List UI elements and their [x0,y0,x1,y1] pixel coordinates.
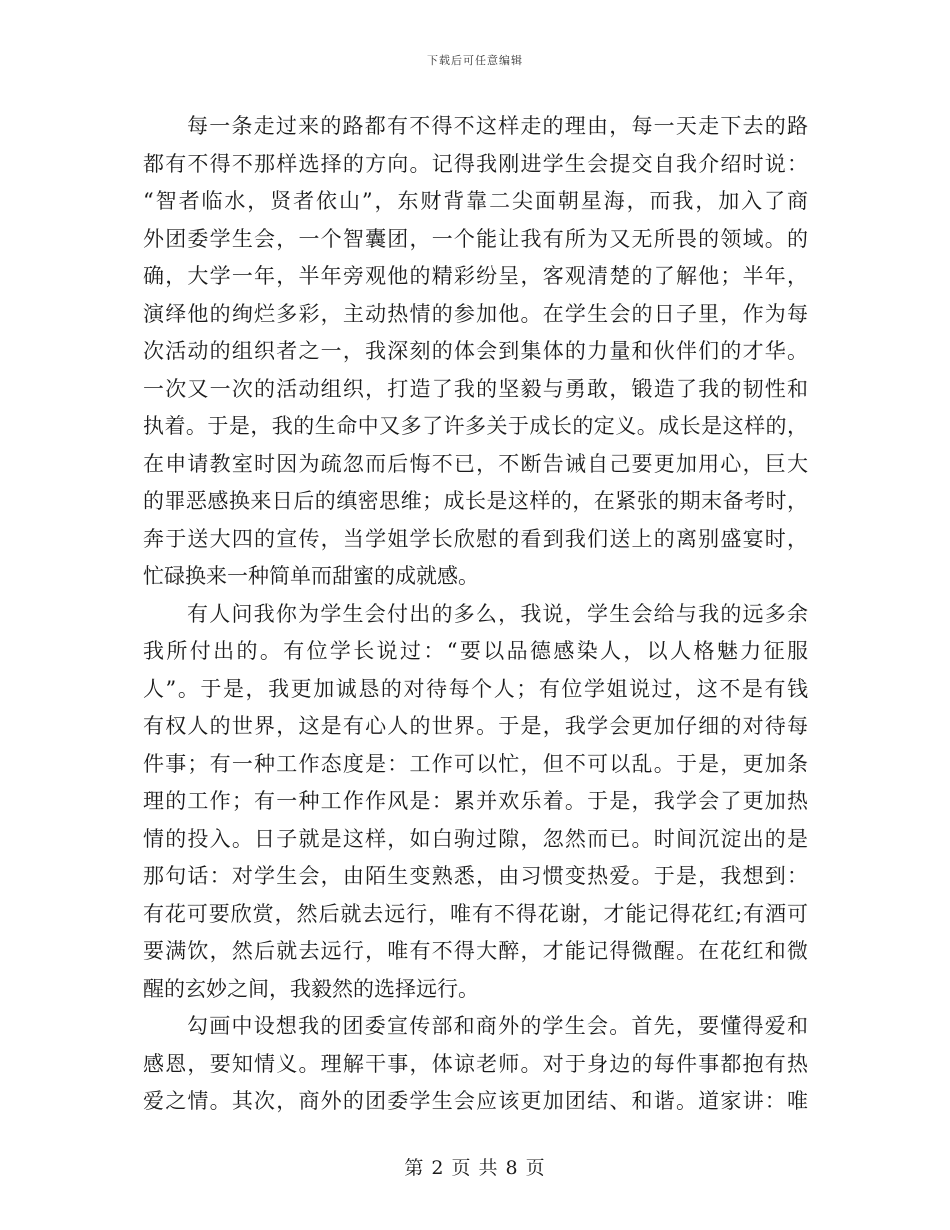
text-line: 有权人的世界，这是有心人的世界。于是，我学会更加仔细的对待每 [143,714,808,738]
text-line: 爱之情。其次，商外的团委学生会应该更加团结、和谐。道家讲：唯 [143,1089,808,1113]
paragraph-1 [143,108,808,596]
text-line: 情的投入。日子就是这样，如白驹过隙，忽然而已。时间沉淀出的是 [143,826,808,851]
text-line: 在申请教室时因为疏忽而后悔不已，不断告诫自己要更加用心，巨大 [143,451,808,476]
text-line: 那句话：对学生会，由陌生变熟悉，由习惯变热爱。于是，我想到： [143,864,808,888]
text-line: 要满饮，然后就去远行，唯有不得大醉，才能记得微醒。在花红和微 [143,939,808,963]
text-line: 一次又一次的活动组织，打造了我的坚毅与勇敢，锻造了我的韧性和 [143,376,808,401]
text-line: 人”。于是，我更加诚恳的对待每个人；有位学姐说过，这不是有钱 [143,676,808,701]
text-line: 有花可要欣赏，然后就去远行，唯有不得花谢，才能记得花红;有酒可 [143,901,808,926]
text-line: 每一条走过来的路都有不得不这样走的理由，每一天走下去的路 [187,114,808,138]
text-line: 奔于送大四的宣传，当学姐学长欣慰的看到我们送上的离别盛宴时， [143,526,808,551]
text-line: 确，大学一年，半年旁观他的精彩纷呈，客观清楚的了解他；半年， [143,264,808,288]
text-line: 有人问我你为学生会付出的多么，我说，学生会给与我的远多余 [187,601,808,626]
text-line: 醒的玄妙之间，我毅然的选择远行。 [143,976,479,1001]
text-line: 的罪恶感换来日后的缜密思维；成长是这样的，在紧张的期末备考时， [143,489,808,513]
paragraph-2 [143,596,808,1009]
text-line: 我所付出的。有位学长说过：“要以品德感染人，以人格魅力征服 [143,639,808,663]
text-line: “智者临水，贤者依山”，东财背靠二尖面朝星海，而我，加入了商 [143,189,808,213]
text-line: 理的工作；有一种工作作风是：累并欢乐着。于是，我学会了更加热 [143,789,808,813]
page-number-footer: 第 2 页 共 8 页 [404,1157,546,1179]
document-body [143,108,808,1121]
text-line: 件事；有一种工作态度是：工作可以忙，但不可以乱。于是，更加条 [143,751,808,776]
paragraph-3 [143,1008,808,1121]
text-line: 感恩，要知情义。理解干事，体谅老师。对于身边的每件事都抱有热 [143,1051,808,1076]
text-line: 执着。于是，我的生命中又多了许多关于成长的定义。成长是这样的， [143,414,808,438]
text-line: 演绎他的绚烂多彩，主动热情的参加他。在学生会的日子里，作为每 [143,301,808,326]
text-line: 忙碌换来一种简单而甜蜜的成就感。 [143,564,479,588]
text-line: 外团委学生会，一个智囊团，一个能让我有所为又无所畏的领域。的 [143,226,808,251]
text-line: 都有不得不那样选择的方向。记得我刚进学生会提交自我介绍时说： [143,151,808,176]
text-line: 次活动的组织者之一，我深刻的体会到集体的力量和伙伴们的才华。 [143,339,808,363]
text-line: 勾画中设想我的团委宣传部和商外的学生会。首先，要懂得爱和 [187,1014,808,1038]
page-header: 下载后可任意编辑 [427,54,523,67]
